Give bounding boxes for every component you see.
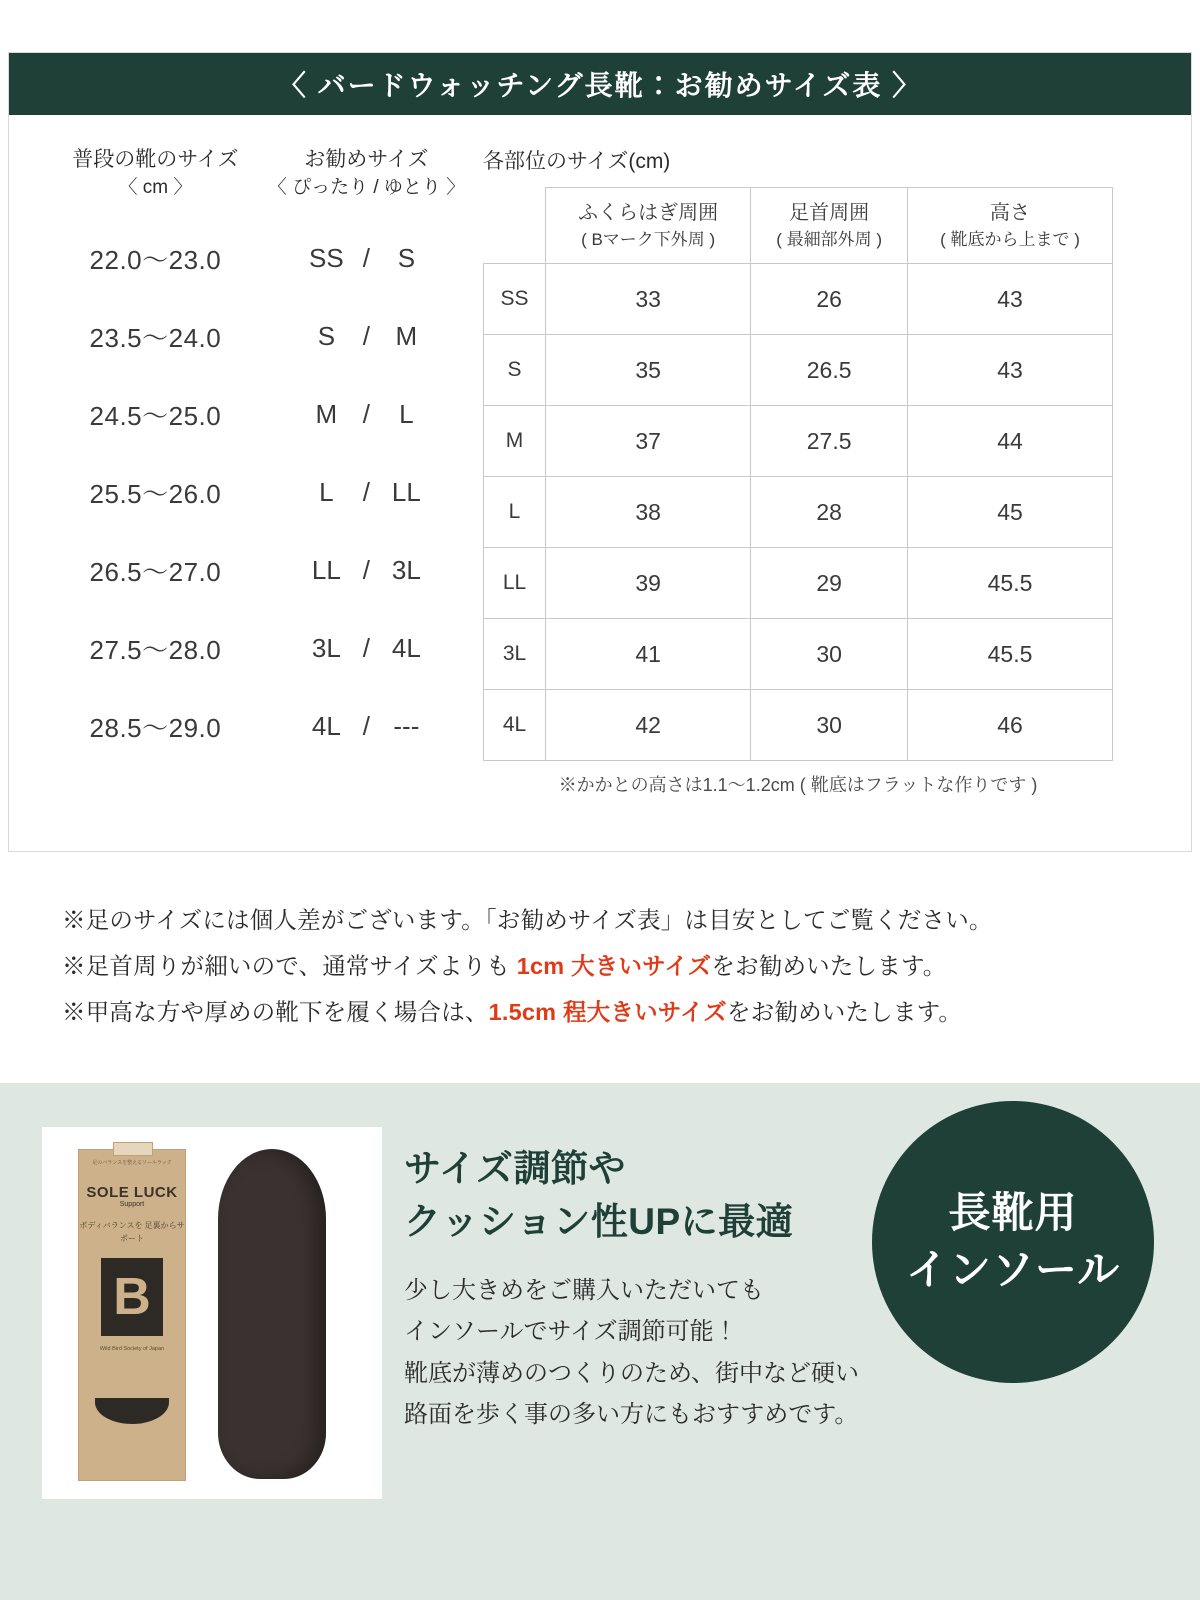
cell-height: 45.5 — [908, 548, 1113, 619]
usual-size-value: 24.5〜25.0 — [89, 401, 222, 432]
chart-body — [9, 115, 1191, 807]
bird-swoosh-icon — [95, 1398, 169, 1424]
table-row — [43, 220, 465, 298]
table-footnote: ※かかとの高さは1.1〜1.2cm ( 靴底はフラットな作りです ) — [558, 775, 1038, 795]
recommended-size-value: M / L — [315, 399, 414, 430]
column-header-calf: ふくらはぎ周囲 ( Bマーク下外周 ) — [546, 188, 751, 264]
cell-height: 44 — [908, 406, 1113, 477]
cell-ankle: 30 — [751, 690, 908, 761]
recommended-size-table — [25, 145, 465, 797]
row-label-size: 3L — [484, 619, 546, 690]
table-row — [484, 477, 1113, 548]
table-row — [43, 532, 465, 610]
table-header-row — [484, 188, 1113, 264]
usual-size-value: 25.5〜26.0 — [89, 479, 222, 510]
recommended-size-value: 4L / --- — [311, 711, 420, 742]
cell-height: 46 — [908, 690, 1113, 761]
cell-height: 43 — [908, 335, 1113, 406]
table-row — [43, 376, 465, 454]
table-row — [484, 548, 1113, 619]
package-top-text: 足のバランスを整えるソールラック — [92, 1160, 172, 1166]
insole-sole-photo — [218, 1149, 326, 1479]
table-row — [43, 298, 465, 376]
table-row — [484, 406, 1113, 477]
row-label-size: S — [484, 335, 546, 406]
insole-headline: サイズ調節や クッション性UPに最適 — [404, 1148, 794, 1242]
table-row — [484, 264, 1113, 335]
note-emphasis-1cm: 1cm 大きいサイズ — [516, 952, 712, 979]
cell-ankle: 27.5 — [751, 406, 908, 477]
recommended-size-value: 3L / 4L — [311, 633, 421, 664]
table-row — [43, 688, 465, 766]
cell-ankle: 26 — [751, 264, 908, 335]
cell-calf: 38 — [546, 477, 751, 548]
usual-size-value: 27.5〜28.0 — [89, 635, 222, 666]
table-row — [43, 610, 465, 688]
corner-cell — [484, 188, 546, 264]
row-label-size: LL — [484, 548, 546, 619]
badge-line-2: インソール — [905, 1246, 1121, 1293]
column-header-height: 高さ ( 靴底から上まで ) — [908, 188, 1113, 264]
insole-package-box — [78, 1149, 186, 1481]
note-line-1: ※足のサイズには個人差がございます。「お勧めサイズ表」は目安としてご覧ください。 — [62, 907, 993, 933]
notes-block — [0, 898, 1200, 1035]
package-hang-tab — [113, 1142, 153, 1156]
column-header-recommended-size: お勧めサイズ 〈 ぴったり / ゆとり 〉 — [267, 148, 466, 198]
row-label-size: 4L — [484, 690, 546, 761]
badge-line-1: 長靴用 — [948, 1189, 1078, 1237]
insole-badge — [872, 1101, 1154, 1383]
note-emphasis-15cm: 1.5cm 程大きいサイズ — [488, 998, 727, 1025]
recommended-size-value: SS / S — [309, 243, 416, 274]
package-japanese-text: ボディバランスを 足裏からサポート — [79, 1221, 185, 1243]
cell-calf: 33 — [546, 264, 751, 335]
cell-calf: 41 — [546, 619, 751, 690]
insole-description: 少し大きめをご購入いただいても インソールでサイズ調節可能！ 靴底が薄めのつくりのため、街中など硬い 路面を歩く事の多い方にもおすすめです。 — [404, 1277, 860, 1428]
recommended-size-value: L / LL — [319, 477, 421, 508]
package-caption: Wild Bird Society of Japan — [99, 1346, 165, 1352]
cell-height: 43 — [908, 264, 1113, 335]
column-header-usual-size: 普段の靴のサイズ 〈 cm 〉 — [72, 148, 239, 198]
insole-promo-section — [0, 1083, 1200, 1600]
cell-calf: 35 — [546, 335, 751, 406]
insole-product-image — [42, 1127, 382, 1499]
cell-ankle: 30 — [751, 619, 908, 690]
cell-calf: 42 — [546, 690, 751, 761]
size-chart-card — [8, 52, 1192, 852]
measurement-caption: 各部位のサイズ(cm) — [483, 150, 671, 173]
cell-ankle: 29 — [751, 548, 908, 619]
b-mark-logo: B — [101, 1258, 163, 1336]
table-row — [484, 690, 1113, 761]
usual-size-value: 26.5〜27.0 — [89, 557, 222, 588]
recommended-size-value: LL / 3L — [311, 555, 421, 586]
measurement-table — [483, 187, 1113, 761]
usual-size-value: 22.0〜23.0 — [89, 245, 222, 276]
column-header-ankle: 足首周囲 ( 最細部外周 ) — [751, 188, 908, 264]
usual-size-value: 28.5〜29.0 — [89, 713, 222, 744]
cell-ankle: 28 — [751, 477, 908, 548]
measurement-table-wrap — [465, 145, 1175, 797]
row-label-size: SS — [484, 264, 546, 335]
page-title: 〈 バードウォッチング長靴：お勧めサイズ表 〉 — [277, 70, 923, 101]
note-line-3: ※甲高な方や厚めの靴下を履く場合は、1.5cm 程大きいサイズをお勧めいたします。 — [62, 998, 963, 1025]
row-label-size: L — [484, 477, 546, 548]
row-label-size: M — [484, 406, 546, 477]
recommended-size-value: S / M — [317, 321, 418, 352]
cell-ankle: 26.5 — [751, 335, 908, 406]
table-row — [43, 454, 465, 532]
cell-calf: 39 — [546, 548, 751, 619]
note-line-2: ※足首周りが細いので、通常サイズよりも 1cm 大きいサイズをお勧めいたします。 — [62, 952, 947, 979]
table-row — [484, 335, 1113, 406]
cell-height: 45 — [908, 477, 1113, 548]
package-brand: SOLE LUCK Support — [86, 1184, 178, 1208]
recommended-size-rows — [43, 220, 465, 766]
recommended-size-header — [43, 145, 465, 202]
usual-size-value: 23.5〜24.0 — [89, 323, 222, 354]
cell-calf: 37 — [546, 406, 751, 477]
chart-title-bar — [9, 53, 1191, 115]
cell-height: 45.5 — [908, 619, 1113, 690]
table-row — [484, 619, 1113, 690]
